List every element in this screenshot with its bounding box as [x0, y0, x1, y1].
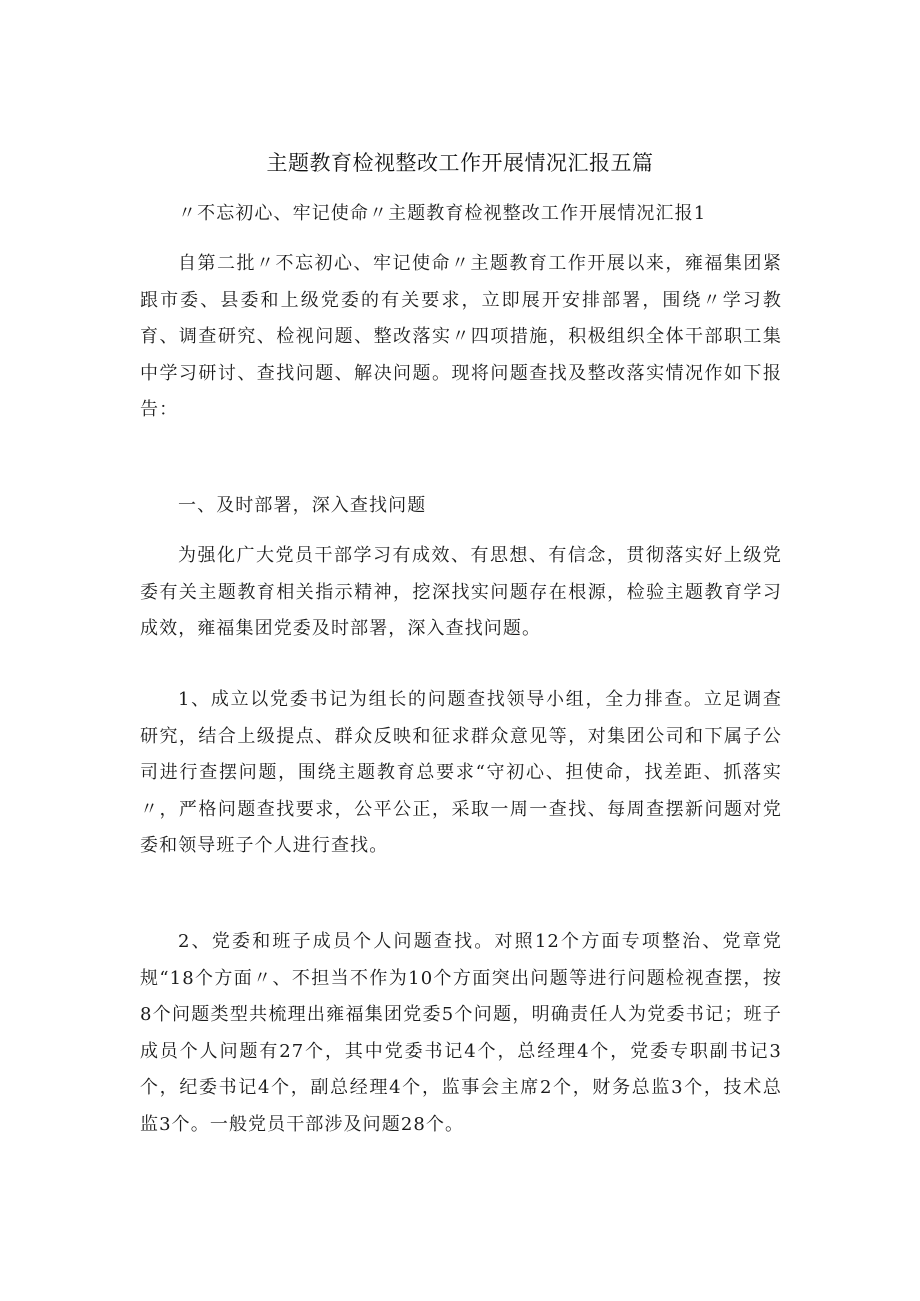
document-title: 主题教育检视整改工作开展情况汇报五篇 [266, 151, 654, 175]
document-subtitle: 〃不忘初心、牢记使命〃主题教育检视整改工作开展情况汇报1 [178, 203, 707, 224]
item-1-paragraph: 1、成立以党委书记为组长的问题查找领导小组，全力排查。立足调查研究，结合上级提点、群众反映和征求群众意见等，对集团公司和下属子公司进行查摆问题，围绕主题教育总要求“守初心、担使命，找差距、抓落实〃，严格问题查找要求，公平公正，采取一周一查找、每周查摆新问题对党委和领导班子个人进行查找。 [140, 689, 782, 856]
section-1-paragraph: 为强化广大党员干部学习有成效、有思想、有信念，贯彻落实好上级党委有关主题教育相关指示精神，挖深找实问题存在根源，检验主题教育学习成效，雍福集团党委及时部署，深入查找问题。 [140, 545, 782, 639]
intro-paragraph: 自第二批〃不忘初心、牢记使命〃主题教育工作开展以来，雍福集团紧跟市委、县委和上级党委的有关要求，立即展开安排部署，围绕〃学习教育、调查研究、检视问题、整改落实〃四项措施，积极组织全体干部职工集中学习研讨、查找问题、解决问题。现将问题查找及整改落实情况作如下报告： [140, 253, 782, 420]
item-2-paragraph: 2、党委和班子成员个人问题查找。对照12个方面专项整治、党章党规“18个方面〃、不担当不作为10个方面突出问题等进行问题检视查摆，按8个问题类型共梳理出雍福集团党委5个问题，明确责任人为党委书记；班子成员个人问题有27个，其中党委书记4个，总经理4个，党委专职副书记3个，纪委书记4个，副总经理4个，监事会主席2个，财务总监3个，技术总监3个。一般党员干部涉及问题28个。 [140, 931, 782, 1135]
section-heading-1: 一、及时部署，深入查找问题 [178, 495, 427, 516]
